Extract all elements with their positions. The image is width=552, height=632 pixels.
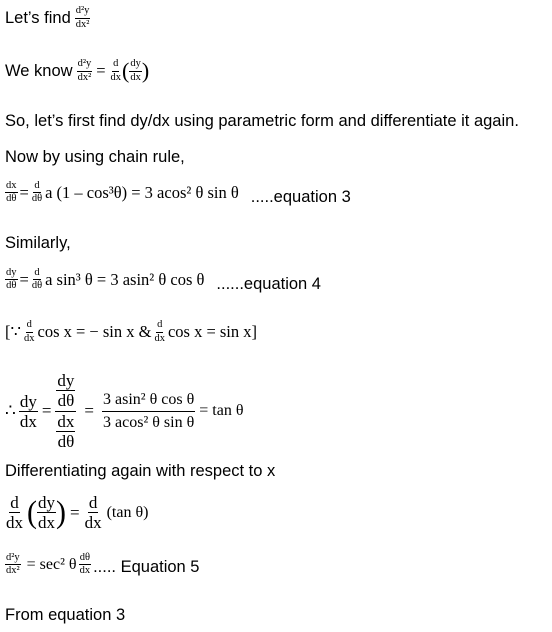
open-paren: (: [122, 58, 130, 83]
line-because: [5, 320, 257, 344]
because-mid-1: cos x = − sin x &: [37, 322, 152, 341]
equals-sign: =: [41, 401, 52, 420]
line-equation-4: [5, 265, 321, 294]
dy-dx-fraction: [19, 393, 38, 430]
frac-denominator: dθ: [6, 280, 17, 291]
d-dx-operator: [153, 320, 166, 344]
line-we-know: [5, 58, 149, 84]
close-paren: ): [56, 494, 66, 530]
equals-sign: =: [19, 182, 29, 202]
frac-numerator: dθ: [79, 553, 91, 566]
compound-fraction: [55, 372, 76, 450]
equation-5-label: ..... Equation 5: [93, 558, 200, 576]
d-dtheta-operator: [31, 181, 43, 205]
dy-dx-fraction: [129, 59, 142, 83]
dy-dtheta-fraction: [5, 268, 18, 292]
frac-denominator: dx: [110, 71, 122, 83]
second-derivative-fraction: [77, 59, 93, 83]
line-equation-5: [5, 552, 199, 577]
line-differentiating-again: [5, 462, 275, 481]
frac-numerator: dy: [38, 493, 55, 512]
frac-denominator: dx: [84, 513, 102, 532]
frac-denominator: dx: [19, 411, 37, 431]
frac-denominator: 3 acos² θ sin θ: [103, 413, 195, 431]
line-chain-rule: [5, 148, 185, 167]
compound-numerator: [55, 372, 76, 412]
equation-3-label: .....equation 3: [250, 188, 351, 206]
line-similarly: [5, 234, 71, 253]
d-dx-operator: [84, 494, 103, 531]
frac-numerator: d: [156, 320, 163, 333]
frac-numerator: dy: [19, 391, 37, 411]
dx-dtheta-fraction: [56, 413, 75, 450]
d-dtheta-operator: [31, 268, 43, 292]
open-paren: (: [27, 494, 37, 530]
frac-denominator: dθ: [57, 432, 75, 451]
close-paren: ): [141, 58, 150, 83]
because-mid-2: cos x = sin x]: [167, 322, 258, 341]
first-find-text: So, let’s first find dy/dx using parametric form and differentiate it again.: [5, 112, 519, 130]
frac-numerator: dx: [5, 181, 18, 194]
equation-4-label: ......equation 4: [216, 275, 321, 293]
frac-denominator: dx²: [77, 71, 92, 83]
dy-dx-fraction: [37, 494, 56, 531]
differentiating-again-text: Differentiating again with respect to x: [5, 462, 276, 480]
frac-denominator: dx: [130, 71, 141, 83]
frac-numerator: d: [112, 59, 119, 72]
second-derivative-fraction: [5, 553, 21, 577]
line-lets-find: [5, 6, 90, 30]
d-dx-operator: [23, 320, 36, 344]
frac-numerator: dy: [5, 268, 18, 281]
similarly-text: Similarly,: [5, 234, 71, 252]
from-equation-3-text: From equation 3: [5, 606, 126, 624]
line-from-equation-3: [5, 606, 125, 625]
d-dx-operator: [5, 494, 24, 531]
frac-denominator: dx: [6, 513, 23, 532]
line-derivative-tan: [5, 494, 148, 531]
line-first-find: [5, 112, 519, 131]
frac-denominator: dθ: [6, 193, 17, 204]
frac-numerator: dy: [129, 59, 142, 72]
frac-numerator: d²y: [77, 59, 93, 72]
chain-rule-text: Now by using chain rule,: [5, 148, 185, 166]
trig-ratio-fraction: [102, 392, 195, 431]
tan-result: = tan θ: [199, 402, 244, 419]
because-bracket: [∵: [5, 322, 21, 341]
frac-denominator: dx²: [75, 18, 90, 30]
d-dx-operator: [110, 59, 123, 83]
compound-denominator: [55, 412, 76, 450]
dx-dtheta-fraction: [5, 181, 18, 205]
equation-4-expression: a sin³ θ = 3 asin² θ cos θ: [45, 269, 205, 289]
equals-sign: =: [70, 502, 80, 522]
dtheta-dx-fraction: [79, 553, 92, 577]
second-derivative-fraction: [75, 6, 91, 30]
tan-theta-paren: (tan θ): [106, 503, 149, 521]
frac-denominator: dx: [38, 513, 55, 532]
frac-numerator: d: [33, 268, 40, 281]
sec-squared: = sec² θ: [26, 555, 77, 573]
frac-denominator: dx²: [6, 565, 20, 576]
frac-denominator: dθ: [31, 280, 43, 291]
frac-denominator: dx: [154, 332, 165, 344]
frac-numerator: d: [10, 493, 19, 512]
equals-sign: =: [96, 61, 106, 80]
frac-denominator: dx: [79, 565, 91, 576]
therefore-symbol: ∴: [5, 401, 16, 420]
frac-numerator: dx: [57, 412, 75, 431]
equals-sign: =: [19, 269, 29, 289]
we-know-text: We know: [5, 61, 73, 80]
frac-numerator: d: [33, 181, 40, 194]
frac-numerator: d²y: [75, 6, 91, 19]
lets-find-text: Let’s find: [5, 8, 71, 27]
line-therefore: [5, 372, 243, 450]
line-equation-3: [5, 178, 351, 207]
equation-3-expression: a (1 – cos³θ) = 3 acos² θ sin θ: [45, 182, 239, 202]
frac-denominator: dθ: [57, 391, 75, 410]
dy-dtheta-fraction: [56, 372, 75, 410]
equals-sign: =: [84, 401, 95, 420]
frac-numerator: d²y: [5, 553, 21, 566]
frac-numerator: d: [26, 320, 33, 333]
frac-denominator: dx: [24, 332, 35, 344]
frac-numerator: dy: [57, 371, 75, 390]
frac-numerator: 3 asin² θ cos θ: [102, 392, 195, 412]
frac-numerator: d: [88, 493, 98, 512]
frac-denominator: dθ: [31, 193, 43, 204]
